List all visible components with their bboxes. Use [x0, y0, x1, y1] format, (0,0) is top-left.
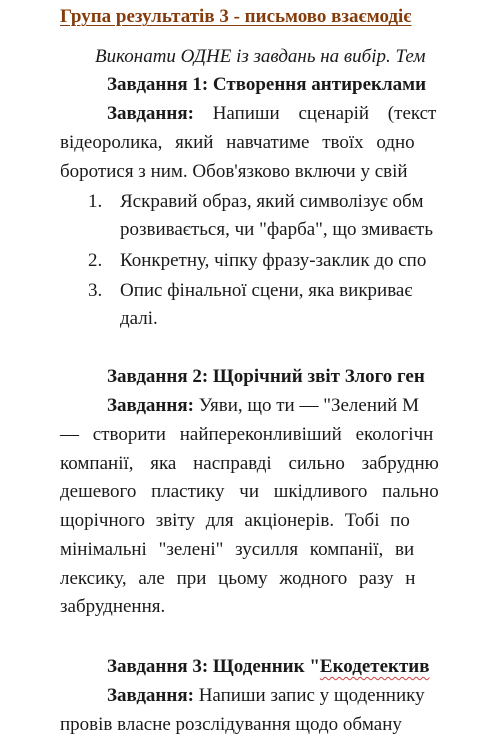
task3-line1	[107, 683, 425, 709]
task2-label: Завдання:	[107, 395, 194, 416]
task1-line3: боротися з ним. Обов'язково включи у свій	[60, 161, 408, 182]
task3-title	[107, 654, 430, 680]
task2-line1	[107, 393, 419, 419]
task2-line: щорічного звіту для акціонерів. Тобі по	[60, 510, 410, 531]
task2-line1-rest: Уяви, що ти — "Зелений М	[193, 395, 419, 416]
task2-line: компанії, яка насправді сильно забрудню	[60, 453, 439, 474]
task3-title-main: Завдання 3: Щоденник "	[107, 656, 320, 677]
list-item-number: 2.	[88, 250, 103, 271]
task3-line1-rest: Напиши запис у щоденнику	[193, 685, 425, 706]
task1-label: Завдання:	[107, 103, 194, 124]
task3-line2: провів власне розслідування щодо обману	[60, 714, 402, 735]
group-heading: Група результатів 3 - письмово взаємодіє	[60, 6, 412, 27]
list-item-line: далі.	[120, 308, 158, 329]
task2-line: дешевого пластику чи шкідливого пально	[60, 481, 439, 502]
instruction-text: Виконати ОДНЕ із завдань на вибір. Тем	[95, 46, 426, 67]
task2-line: забруднення.	[60, 596, 166, 617]
list-item-number: 1.	[88, 191, 103, 212]
list-item-number: 3.	[88, 280, 103, 301]
task2-line: — створити найпереконливіший екологічн	[60, 424, 434, 445]
task2-title: Завдання 2: Щорічний звіт Злого ген	[107, 366, 425, 387]
task1-line1	[107, 101, 436, 127]
task3-title-spellcheck-word: Екодетектив	[319, 656, 430, 677]
task3-label: Завдання:	[107, 685, 194, 706]
task2-line: мінімальні "зелені" зусилля компанії, ви	[60, 539, 415, 560]
task1-title: Завдання 1: Створення антиреклами	[107, 74, 427, 95]
task1-line2: відеоролика, який навчатиме твоїх одно	[60, 132, 415, 153]
list-item-line: Опис фінальної сцени, яка викриває	[120, 280, 413, 301]
task2-line: лексику, але при цьому жодного разу н	[60, 568, 416, 589]
task1-line1-rest: Напиши сценарій (текст	[193, 103, 437, 124]
list-item-line: Яскравий образ, який символізує обм	[120, 191, 424, 212]
list-item-line: розвивається, чи "фарба", що змиваєть	[120, 219, 434, 240]
list-item-line: Конкретну, чіпку фразу-заклик до спо	[120, 250, 427, 271]
